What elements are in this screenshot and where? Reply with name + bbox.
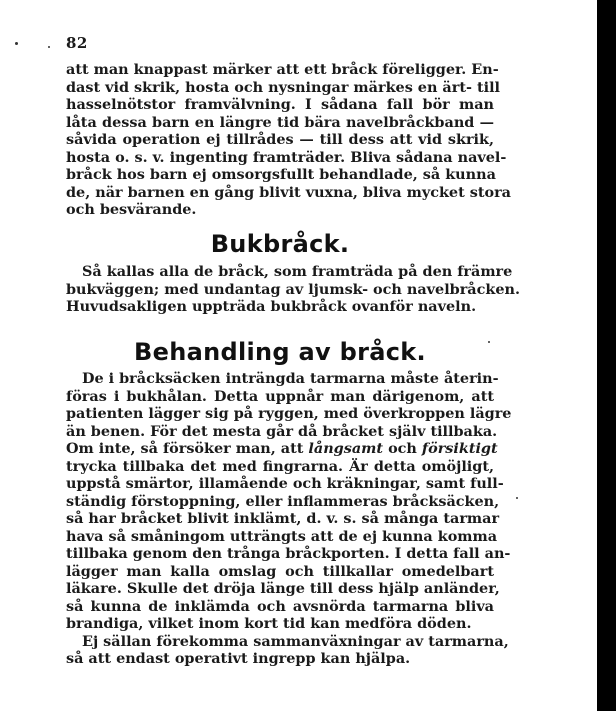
paragraph-bukbrack <box>66 263 520 316</box>
text-line: att man knappast märker att ett bråck föreligger. En- <box>66 61 499 78</box>
text-line: och besvärande. <box>66 201 197 218</box>
text-line: bråck hos barn ej omsorgsfullt behandlade, så kunna <box>66 166 496 183</box>
paragraph-behandling <box>66 370 512 668</box>
page-number: 82 <box>66 34 88 52</box>
page-edge-border <box>597 0 616 711</box>
text-line: än benen. För det mesta går då bråcket själv tillbaka. <box>66 422 498 440</box>
text-line: hosta o. s. v. ingenting framträder. Bliva sådana navel- <box>66 148 507 166</box>
section-heading-bukbrack: Bukbråck. <box>210 230 350 258</box>
text-fragment: och <box>388 440 417 457</box>
text-line: de, när barnen en gång blivit vuxna, bliva mycket stora <box>66 183 511 201</box>
text-line: dast vid skrik, hosta och nysningar märkes en ärt- till <box>66 78 501 96</box>
text-line: så att endast operativt ingrepp kan hjälpa. <box>66 650 411 667</box>
text-line: De i bråcksäcken inträngda tarmarna måste återin- <box>82 370 499 387</box>
text-line: patienten lägger sig på ryggen, med överkroppen lägre <box>66 405 512 422</box>
text-line: låta dessa barn en längre tid bära navelbråckband — <box>66 113 494 131</box>
text-line: Ej sällan förekomma sammanväxningar av tarmarna, <box>82 632 509 650</box>
section-heading-behandling: Behandling av bråck. <box>134 338 426 366</box>
scan-speck <box>15 42 18 45</box>
text-line: läkare. Skulle det dröja länge till dess hjälp anländer, <box>66 580 500 597</box>
scan-speck <box>516 497 518 499</box>
text-line-with-italics <box>66 440 498 458</box>
scan-speck <box>48 46 50 48</box>
text-line: hava så småningom utträngts att de ej kunna komma <box>66 527 498 545</box>
text-line: såvida operation ej tillrådes — till dess att vid skrik, <box>66 131 494 148</box>
text-line: brandiga, vilket inom kort tid kan medföra döden. <box>66 615 472 632</box>
scan-speck <box>488 341 490 343</box>
italic-word: långsamt <box>308 440 384 457</box>
text-line: bukväggen; med undantag av ljumsk- och navelbråcken. <box>66 280 520 298</box>
text-line: Så kallas alla de bråck, som framträda på den främre <box>82 263 513 280</box>
text-line: uppstå smärtor, illamående och kräkningar, samt full- <box>66 475 504 492</box>
italic-word: försiktigt <box>421 440 498 457</box>
text-line: tillbaka genom den trånga bråckporten. I detta fall an- <box>66 545 511 562</box>
text-line: så har bråcket blivit inklämt, d. v. s. så många tarmar <box>66 510 500 527</box>
text-line: lägger man kalla omslag och tillkallar omedelbart <box>66 562 494 580</box>
text-line: så kunna de inklämda och avsnörda tarmarna bliva <box>66 597 494 615</box>
text-line: ständig förstoppning, eller inflammeras bråcksäcken, <box>66 492 500 510</box>
text-line: trycka tillbaka det med fingrarna. Är detta omöjligt, <box>66 457 494 475</box>
text-fragment: Om inte, så försöker man, att <box>66 440 304 457</box>
text-line: föras i bukhålan. Detta uppnår man därigenom, att <box>66 387 494 405</box>
paragraph-intro <box>66 61 511 219</box>
text-line: Huvudsakligen uppträda bukbråck ovanför naveln. <box>66 298 477 315</box>
text-line: hasselnötstor framvälvning. I sådana fall bör man <box>66 96 494 113</box>
